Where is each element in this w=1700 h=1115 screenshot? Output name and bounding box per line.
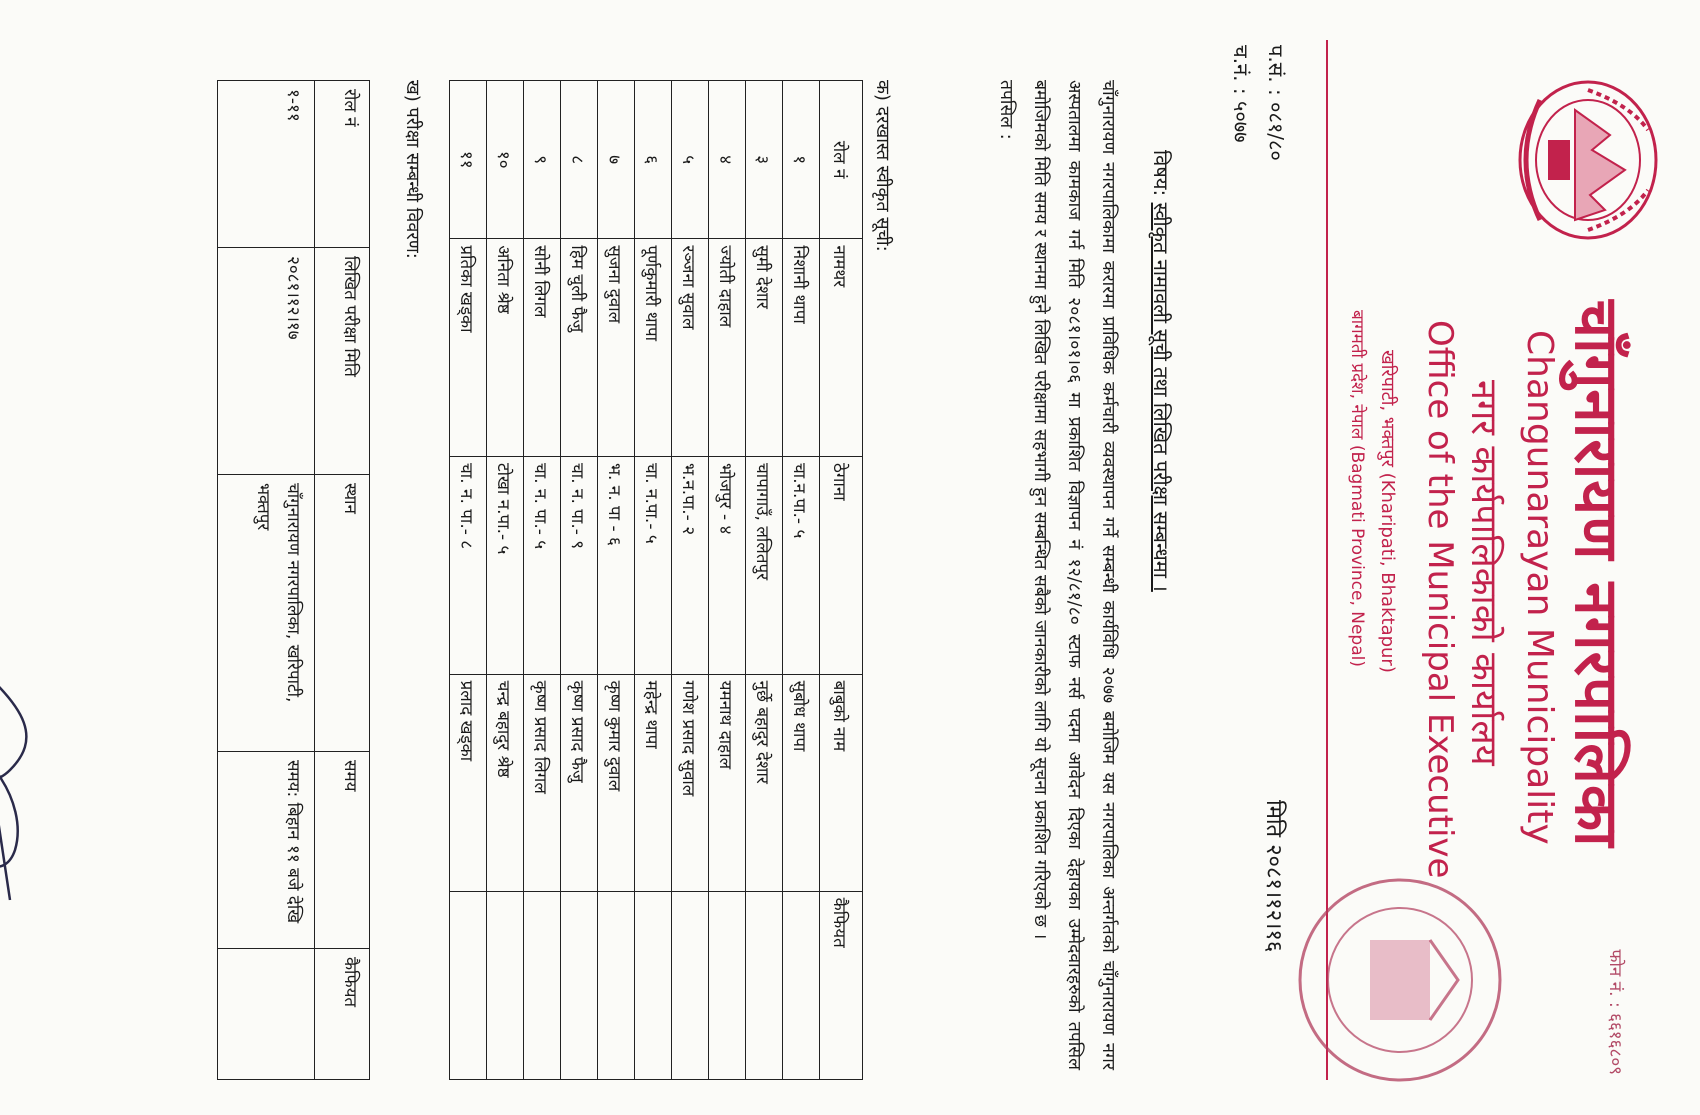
col-remarks: कैफियत (315, 949, 370, 1080)
table-row (524, 81, 561, 1080)
subject-line (1148, 150, 1175, 592)
table-cell: महेन्द्र थापा (635, 674, 672, 891)
section-a-heading: क) दरखास्त स्वीकृत सूची: (872, 80, 893, 252)
table-cell: १-११ (218, 81, 315, 248)
table-cell: रञ्जना सुवाल (672, 239, 709, 457)
notice-tail: तपसिल : (996, 80, 1016, 140)
exam-details-table (217, 80, 370, 1080)
table-row (561, 81, 598, 1080)
table-cell: चन्द्र बहादुर श्रेष्ठ (487, 674, 524, 891)
table-cell: ज्योती दाहाल (709, 239, 746, 457)
col-father-name: बाबुको नाम (820, 674, 863, 891)
letter-date: मिति २०८१।१२।१६ (1261, 800, 1286, 953)
table-cell (635, 891, 672, 1079)
handwritten-signature (0, 650, 50, 910)
notice-paragraph: चाँगुनारायण नगरपालिकामा करारमा प्राविधिक कर्मचारी व्यवस्थापन गर्ने सम्बन्धी कार्यविधि २०७७ बमोजिम यस नगरपालिका अन्तर्गतको चाँगुनारायण नगर अस्पतालमा कामकाज गर्न मिति २०८१।०१।०६ मा प्रकाशित विज्ञापन नं १२/८१/८० स्टाफ नर्स पदमा आवेदन दिएका देहायका उम्मेदवारहरुको तपसिल बमोजिमको मिति समय र स्थानमा हुने लिखित परीक्षामा सहभागी हुन सम्बन्धित सबैको जानकारीको लागि यो सूचना प्रकाशित गरिएको छ । (1030, 80, 1118, 1070)
table-cell (746, 891, 783, 1079)
col-roll-no: रोल नं (820, 81, 863, 239)
table-cell: अनिता श्रेष्ठ (487, 239, 524, 457)
table-cell: भ.न.पा.- २ (672, 457, 709, 675)
table-cell (524, 891, 561, 1079)
table-row (598, 81, 635, 1080)
table-cell: प्रतिका खड्का (450, 239, 487, 457)
office-address: खरिपाटी, भक्तपुर (Kharipati, Bhaktapur) (1377, 350, 1398, 673)
col-time: समय (315, 752, 370, 949)
table-cell: प्रलाद खड्का (450, 674, 487, 891)
table-header-row (315, 81, 370, 1080)
table-cell (487, 891, 524, 1079)
table-cell (783, 891, 820, 1079)
table-cell: ४ (709, 81, 746, 239)
table-cell: गणेश प्रसाद सुवाल (672, 674, 709, 891)
table-cell: कृष्ण प्रसाद लिगल (524, 674, 561, 891)
municipality-title-english: Changunarayan Municipality (1519, 330, 1560, 845)
table-cell: भोजपुर - ४ (709, 457, 746, 675)
table-cell: सुमी देशार (746, 239, 783, 457)
table-cell: नुर्छे बहादुर देशार (746, 674, 783, 891)
table-cell: चा. न. पा.- ८ (450, 457, 487, 675)
table-row (450, 81, 487, 1080)
table-cell (218, 949, 315, 1080)
table-cell: कृष्ण कुमार दुवाल (598, 674, 635, 891)
reference-number: प.सं. : ०८१/८० (1264, 45, 1288, 161)
col-roll-range: रोल नं (315, 81, 370, 248)
table-cell: यमनाथ दाहाल (709, 674, 746, 891)
table-cell: ५ (672, 81, 709, 239)
approved-applicants-table (449, 80, 863, 1080)
table-header-row (820, 81, 863, 1080)
office-title-english: Office of the Municipal Executive (1420, 320, 1460, 879)
official-seal-stamp (1280, 860, 1520, 1100)
table-cell: ६ (635, 81, 672, 239)
table-row (487, 81, 524, 1080)
table-cell: कृष्ण प्रसाद फैजु (561, 674, 598, 891)
table-body (218, 81, 315, 1080)
section-b-heading: ख) परीक्षा सम्बन्धी विवरण: (402, 80, 423, 259)
table-cell: चापागाउँ, ललितपुर (746, 457, 783, 675)
col-name: नामथर (820, 239, 863, 457)
col-address: ठेगाना (820, 457, 863, 675)
table-row (218, 81, 315, 1080)
office-title-nepali: नगर कार्यपालिकाको कार्यालय (1463, 380, 1504, 766)
table-cell: सुजना दुवाल (598, 239, 635, 457)
subject-label: विषय: (1149, 150, 1173, 197)
table-cell: चा. न.पा.- ५ (635, 457, 672, 675)
table-cell: चा. न. पा.- ९ (561, 457, 598, 675)
subject-title: स्वीकृत नामावली सूची तथा लिखित परीक्षा सम्बन्धमा । (1149, 202, 1173, 592)
table-cell: निशानी थापा (783, 239, 820, 457)
table-cell: ३ (746, 81, 783, 239)
table-cell: ११ (450, 81, 487, 239)
dispatch-number: च.नं. : ५०७७ (1229, 45, 1253, 143)
table-cell: सोनी लिगल (524, 239, 561, 457)
table-row (672, 81, 709, 1080)
table-cell: पूर्णकुमारी थापा (635, 239, 672, 457)
table-cell: चा. न. पा.- ५ (524, 457, 561, 675)
table-cell: ९ (524, 81, 561, 239)
col-remarks: कैफियत (820, 891, 863, 1079)
table-row (709, 81, 746, 1080)
table-row (635, 81, 672, 1080)
table-cell: ७ (598, 81, 635, 239)
table-cell (561, 891, 598, 1079)
table-cell: सुबोध थापा (783, 674, 820, 891)
table-cell (598, 891, 635, 1079)
table-cell: ८ (561, 81, 598, 239)
table-cell: १ (783, 81, 820, 239)
table-row (746, 81, 783, 1080)
table-body (450, 81, 820, 1080)
table-row (783, 81, 820, 1080)
notice-body (989, 80, 1125, 1070)
col-exam-date: लिखित परीक्षा मिति (315, 248, 370, 475)
table-cell: चा.न.पा.- ५ (783, 457, 820, 675)
phone-number: फोन नं. : ६६१६८०९ (1605, 949, 1625, 1075)
office-province: बागमती प्रदेश, नेपाल (Bagmati Province, Nepal) (1347, 310, 1367, 667)
table-cell: समय: बिहान ११ बजे देखि (218, 752, 315, 949)
col-venue: स्थान (315, 475, 370, 752)
table-cell: भ. न. पा - ६ (598, 457, 635, 675)
table-cell (709, 891, 746, 1079)
municipality-title-nepali: चाँगुनारायण नगरपालिका (1561, 300, 1631, 848)
table-cell: हिम चुली फैजु (561, 239, 598, 457)
table-cell (672, 891, 709, 1079)
table-cell (450, 891, 487, 1079)
table-cell: चाँगुनारायण नगरपालिका, खरिपाटी, भक्तपुर (218, 475, 315, 752)
municipality-emblem-icon (1510, 70, 1670, 250)
table-cell: १० (487, 81, 524, 239)
table-cell: टोखा न.पा.- ५ (487, 457, 524, 675)
table-cell: २०८१।१२।१७ (218, 248, 315, 475)
